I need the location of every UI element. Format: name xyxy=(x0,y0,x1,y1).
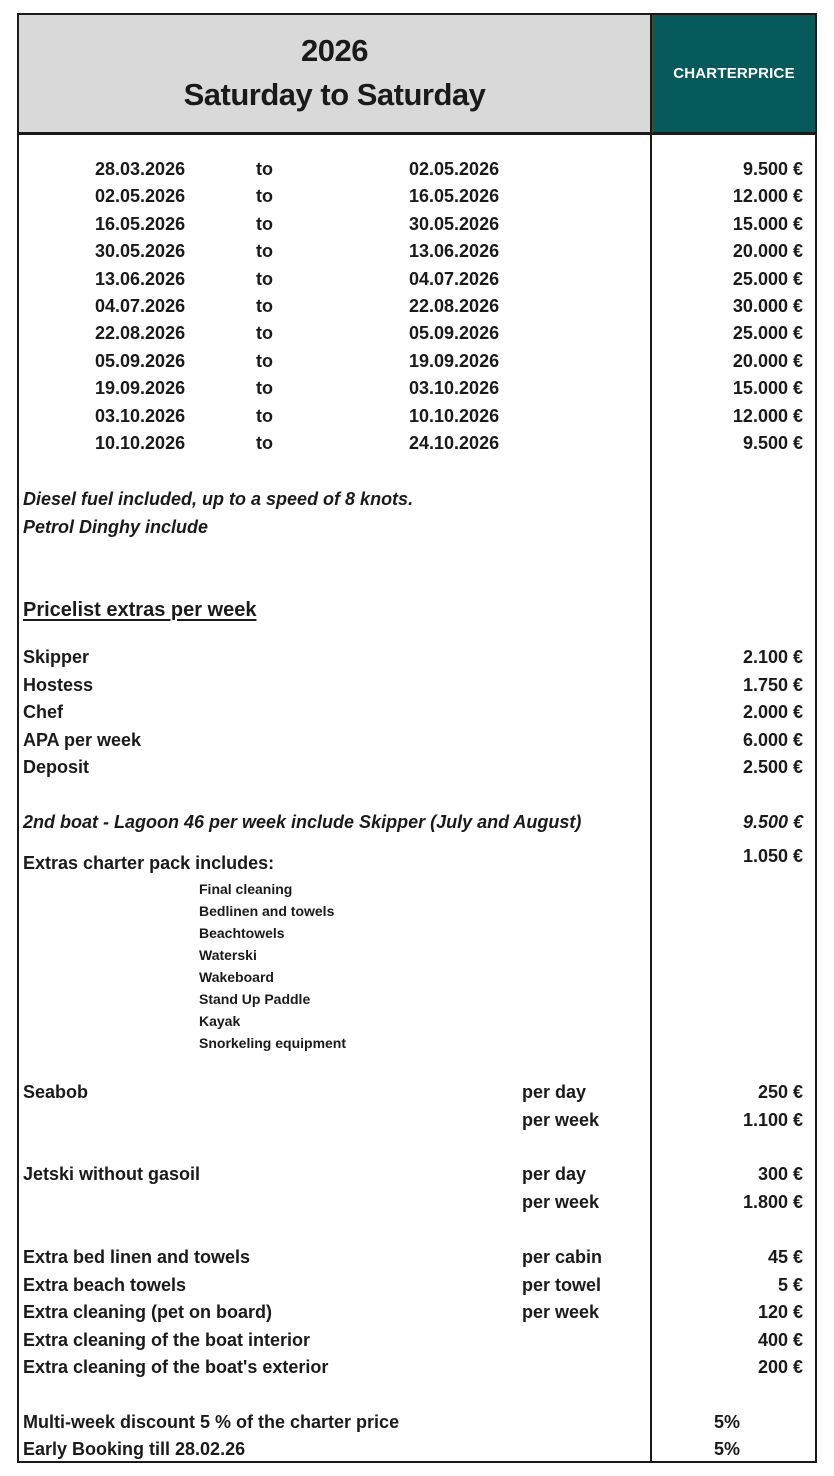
header-title-cell xyxy=(19,15,652,135)
period-from-date: 05.09.2026 xyxy=(95,350,186,371)
period-to-date: 02.05.2026 xyxy=(409,159,500,179)
period-separator: to xyxy=(256,296,273,316)
period-separator: to xyxy=(256,159,273,179)
service-unit: per cabin xyxy=(522,1247,603,1267)
price-sheet xyxy=(17,13,817,1463)
rate-price: 250 € xyxy=(757,1082,803,1102)
service-price: 400 € xyxy=(757,1329,803,1350)
toy-label: Jetski without gasoil xyxy=(23,1164,201,1184)
second-boat-price: 9.500 € xyxy=(742,812,803,832)
period-from-date: 16.05.2026 xyxy=(95,213,186,234)
period-price: 9.500 € xyxy=(742,159,803,179)
charter-pack-item: Beachtowels xyxy=(199,925,285,941)
period-separator: to xyxy=(256,186,273,207)
discount-value: 5% xyxy=(714,1439,741,1459)
period-to-date: 04.07.2026 xyxy=(409,268,500,289)
period-from-date: 02.05.2026 xyxy=(95,186,186,207)
period-from-date: 13.06.2026 xyxy=(95,268,186,289)
service-label: Extra cleaning (pet on board) xyxy=(23,1302,273,1322)
rate-unit: per day xyxy=(522,1082,587,1102)
rate-unit: per week xyxy=(522,1109,600,1130)
extra-label: APA per week xyxy=(23,729,142,750)
period-to-date: 24.10.2026 xyxy=(409,433,500,453)
period-separator: to xyxy=(256,433,273,453)
period-price: 25.000 € xyxy=(732,323,803,344)
period-price: 12.000 € xyxy=(732,186,803,207)
charter-pack-item: Bedlinen and towels xyxy=(199,903,335,919)
service-price: 45 € xyxy=(767,1247,803,1267)
period-price: 25.000 € xyxy=(732,268,803,289)
period-from-date: 10.10.2026 xyxy=(95,433,186,453)
charter-pack-item: Final cleaning xyxy=(199,881,293,897)
extras-title: Pricelist extras per week xyxy=(23,599,257,621)
charter-pack-label: Extras charter pack includes: xyxy=(23,853,275,873)
extra-label: Hostess xyxy=(23,674,94,695)
extra-price: 6.000 € xyxy=(742,729,803,750)
period-price: 9.500 € xyxy=(742,433,803,453)
period-from-date: 03.10.2026 xyxy=(95,405,186,426)
service-price: 5 € xyxy=(777,1274,803,1295)
discount-value: 5% xyxy=(714,1412,741,1432)
included-note: Petrol Dinghy include xyxy=(23,517,209,537)
rate-price: 300 € xyxy=(757,1164,803,1184)
period-price: 20.000 € xyxy=(732,241,803,262)
toy-label: Seabob xyxy=(23,1082,89,1102)
service-label: Extra cleaning of the boat interior xyxy=(23,1329,311,1350)
period-subtitle: Saturday to Saturday xyxy=(183,77,486,112)
period-to-date: 30.05.2026 xyxy=(409,213,500,234)
period-to-date: 05.09.2026 xyxy=(409,323,500,344)
period-separator: to xyxy=(256,405,273,426)
period-from-date: 04.07.2026 xyxy=(95,296,186,316)
period-price: 30.000 € xyxy=(732,296,803,316)
second-boat-label: 2nd boat - Lagoon 46 per week include Skipper (July and August) xyxy=(23,812,582,832)
extra-label: Chef xyxy=(23,702,63,722)
period-separator: to xyxy=(256,350,273,371)
period-price: 15.000 € xyxy=(732,213,803,234)
service-unit: per week xyxy=(522,1302,600,1322)
charter-pack-item: Snorkeling equipment xyxy=(199,1035,347,1051)
extra-price: 2.000 € xyxy=(742,702,803,722)
rate-unit: per day xyxy=(522,1164,587,1184)
period-from-date: 19.09.2026 xyxy=(95,378,186,399)
period-from-date: 28.03.2026 xyxy=(95,159,186,179)
rate-price: 1.800 € xyxy=(742,1191,803,1212)
period-to-date: 22.08.2026 xyxy=(409,296,500,316)
extra-price: 1.750 € xyxy=(742,674,803,695)
charter-pack-item: Wakeboard xyxy=(199,969,274,985)
period-price: 12.000 € xyxy=(732,405,803,426)
rate-price: 1.100 € xyxy=(742,1109,803,1130)
extra-price: 2.500 € xyxy=(742,757,803,777)
service-label: Extra cleaning of the boat's exterior xyxy=(23,1357,329,1377)
period-from-date: 22.08.2026 xyxy=(95,323,186,344)
column-divider xyxy=(650,135,652,1461)
extra-label: Deposit xyxy=(23,757,90,777)
service-unit: per towel xyxy=(522,1274,602,1295)
period-separator: to xyxy=(256,213,273,234)
charter-pack-item: Kayak xyxy=(199,1013,241,1029)
discount-label: Multi-week discount 5 % of the charter price xyxy=(23,1412,400,1432)
charter-pack-price: 1.050 € xyxy=(742,846,803,866)
period-to-date: 13.06.2026 xyxy=(409,241,500,262)
charter-pack-item: Stand Up Paddle xyxy=(199,991,311,1007)
period-price: 15.000 € xyxy=(732,378,803,399)
period-separator: to xyxy=(256,323,273,344)
period-price: 20.000 € xyxy=(732,350,803,371)
rate-unit: per week xyxy=(522,1191,600,1212)
discount-label: Early Booking till 28.02.26 xyxy=(23,1439,246,1459)
period-separator: to xyxy=(256,268,273,289)
year-title: 2026 xyxy=(301,33,368,68)
included-note: Diesel fuel included, up to a speed of 8 knots. xyxy=(23,489,414,509)
extra-price: 2.100 € xyxy=(742,647,803,667)
period-from-date: 30.05.2026 xyxy=(95,241,186,262)
service-price: 200 € xyxy=(757,1357,803,1377)
service-label: Extra bed linen and towels xyxy=(23,1247,251,1267)
period-separator: to xyxy=(256,378,273,399)
period-to-date: 16.05.2026 xyxy=(409,186,500,207)
period-to-date: 03.10.2026 xyxy=(409,378,500,399)
period-separator: to xyxy=(256,241,273,262)
extra-label: Skipper xyxy=(23,647,90,667)
service-price: 120 € xyxy=(757,1302,803,1322)
period-to-date: 19.09.2026 xyxy=(409,350,500,371)
service-label: Extra beach towels xyxy=(23,1274,187,1295)
charterprice-header: CHARTERPRICE xyxy=(652,15,815,135)
period-to-date: 10.10.2026 xyxy=(409,405,500,426)
charter-pack-item: Waterski xyxy=(199,947,257,963)
